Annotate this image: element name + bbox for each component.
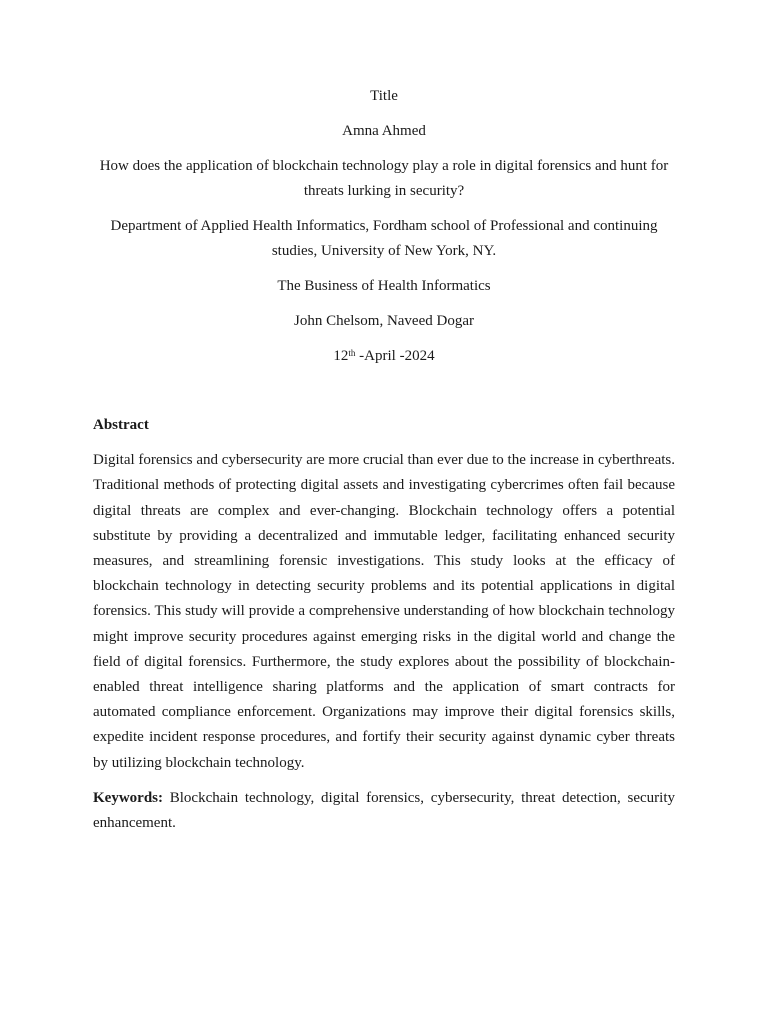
instructor-names: John Chelsom, Naveed Dogar [294,313,474,329]
keywords-paragraph [93,786,675,836]
date-day: 12 [333,348,349,364]
date-ordinal-suffix: th [348,348,356,358]
title-page-block [92,84,676,379]
document-title: Title [370,88,398,104]
keywords-text: Blockchain technology, digital forensics, cybersecurity, threat detection, security enhancement. [93,789,675,832]
affiliation: Department of Applied Health Informatics, Fordham school of Professional and continuing studies, University of New York, NY. [110,218,658,259]
abstract-heading: Abstract [93,417,149,433]
date-month-year: -April -2024 [355,348,435,364]
course-name: The Business of Health Informatics [277,278,491,294]
abstract-body: Digital forensics and cybersecurity are more crucial than ever due to the increase in cyberthreats. Traditional methods of protecting digital assets and investigating cybercrimes often fail because digital threats are complex and ever-changing. Blockchain technology offers a potential substitute by providing a decentralized and immutable ledger, facilitating enhanced security measures, and streamlining forensic investigations. This study looks at the efficacy of blockchain technology in detecting security problems and its potential applications in digital forensics. This study will provide a comprehensive understanding of how blockchain technology might improve security procedures against emerging risks in the digital world and change the field of digital forensics. Furthermore, the study explores about the possibility of blockchain-enabled threat intelligence sharing platforms and the application of smart contracts for automated compliance enforcement. Organizations may improve their digital forensics skills, expedite incident response procedures, and fortify their security against dynamic cyber threats by utilizing blockchain technology. [93,452,675,771]
abstract-section [93,413,675,836]
author-name: Amna Ahmed [342,123,426,139]
keywords-label: Keywords: [93,789,163,806]
submission-date [92,344,676,369]
research-question: How does the application of blockchain technology play a role in digital forensics and hunt for threats lurking in security? [99,158,669,199]
